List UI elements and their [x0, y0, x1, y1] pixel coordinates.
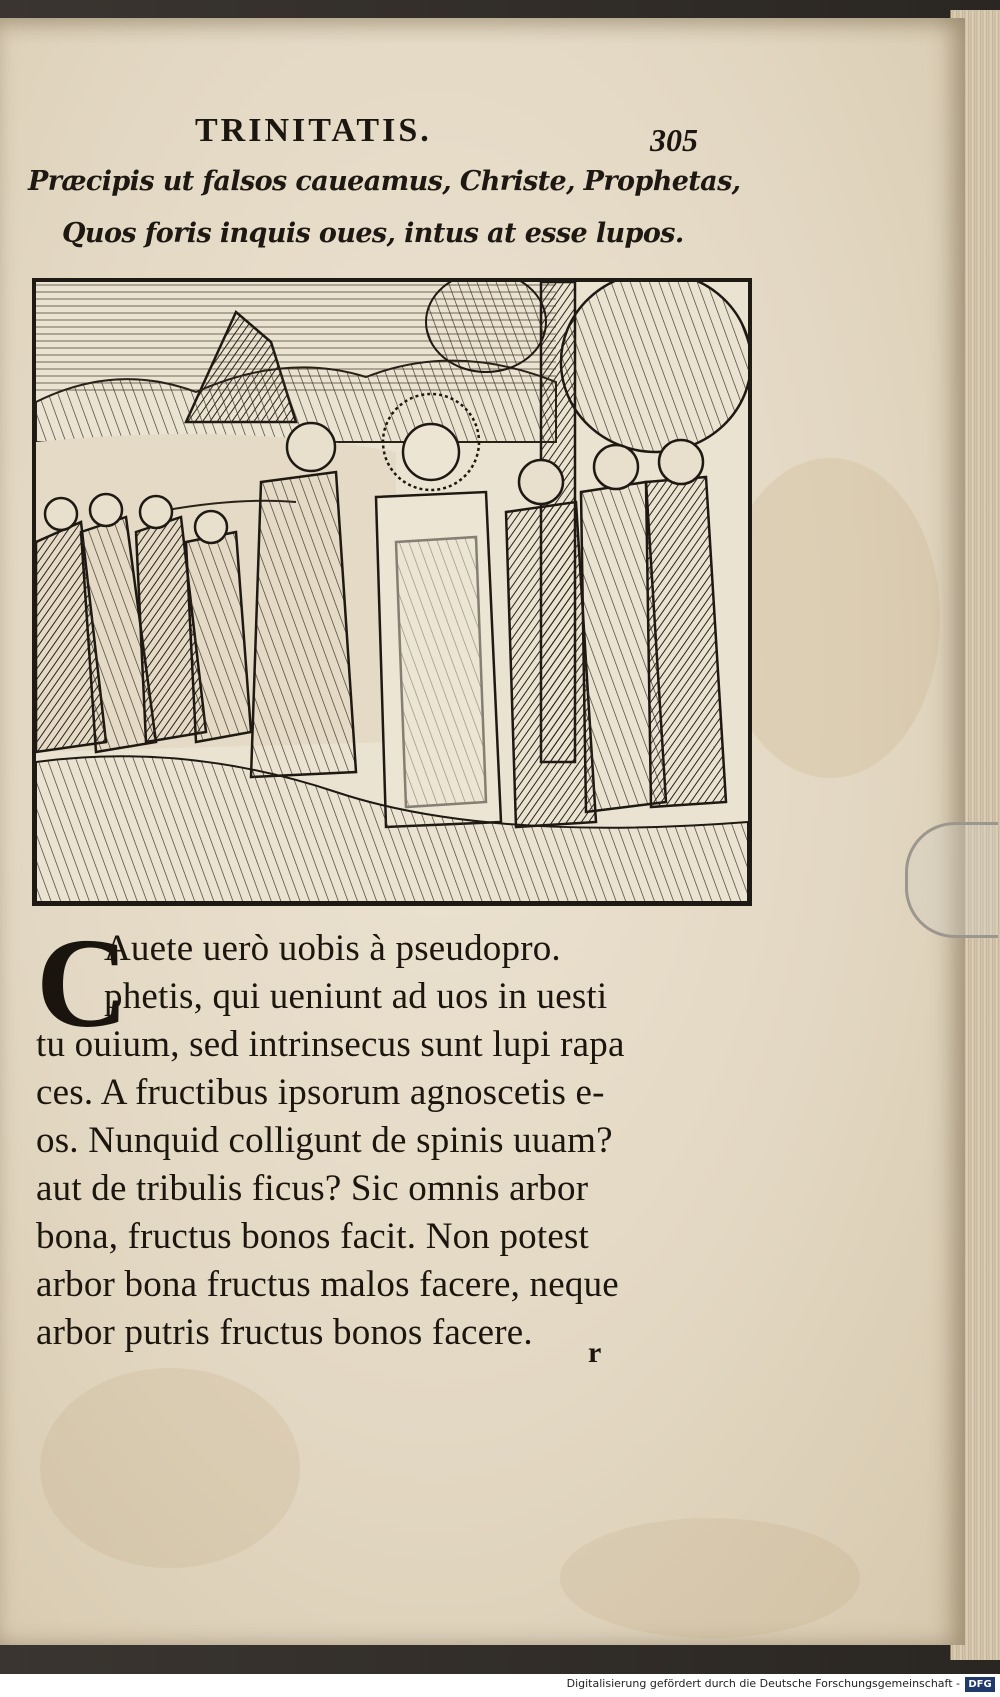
text-line: os. Nunquid colligunt de spinis uuam?	[36, 1120, 613, 1161]
text-line: arbor putris fructus bonos facere.	[36, 1312, 533, 1353]
paper-stain	[560, 1518, 860, 1638]
page-number: 305	[650, 122, 698, 158]
text-line: ces. A fructibus ipsorum agnoscetis e-	[36, 1072, 605, 1113]
text-line: bona, fructus bonos facit. Non potest	[36, 1216, 590, 1257]
text-line: arbor bona fructus malos facere, neque	[36, 1264, 619, 1305]
text-line: tu ouium, sed intrinsecus sunt lupi rapa	[36, 1024, 625, 1065]
woodcut-foliage	[426, 282, 546, 372]
paper-stain	[720, 458, 940, 778]
running-title: TRINITATIS.	[195, 112, 432, 149]
page-clip-icon	[905, 822, 998, 938]
drop-initial: C	[36, 912, 129, 1054]
woodcut-illustration	[32, 278, 752, 906]
woodcut-right-group	[506, 440, 726, 827]
footer-credit: Digitalisierung gefördert durch die Deutsche Forschungsgemeinschaft -	[566, 1677, 960, 1690]
epigram-line-2: Quos foris inquis oues, intus at esse lupos.	[62, 218, 684, 249]
epigram-line-1: Præcipis ut falsos caueamus, Christe, Prophetas,	[28, 166, 741, 197]
text-line: phetis, qui ueniunt ad uos in uesti	[104, 976, 608, 1017]
paper-stain	[40, 1368, 300, 1568]
woodcut-left-group	[36, 494, 251, 752]
signature-mark: r	[588, 1336, 602, 1369]
woodcut-foliage	[561, 282, 748, 452]
text-line: Auete uerò uobis à pseudopro.	[104, 928, 561, 969]
text-line: aut de tribulis ficus? Sic omnis arbor	[36, 1168, 589, 1209]
dfg-logo-icon[interactable]: DFG	[965, 1677, 995, 1692]
